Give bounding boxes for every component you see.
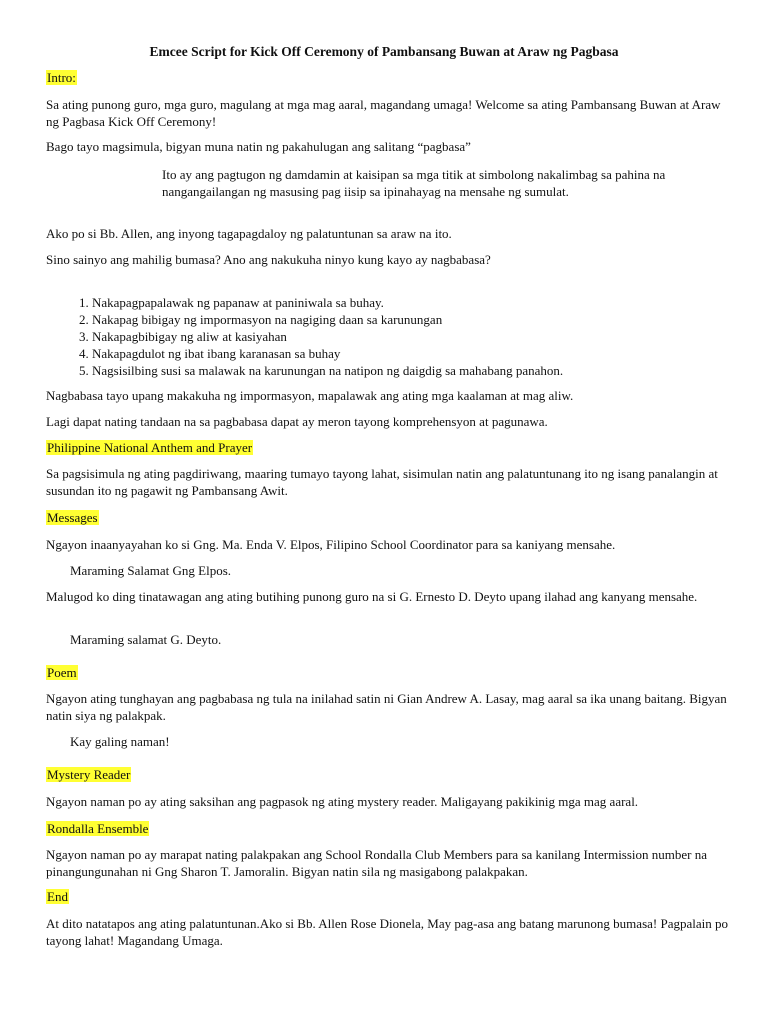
list-item: 5. Nagsisilbing susi sa malawak na karunungan na natipon ng daigdig sa mahabang panahon. (92, 362, 768, 379)
paragraph-coordinator-message: Ngayon inaanyayahan ko si Gng. Ma. Enda V. Elpos, Filipino School Coordinator para sa kaniyang mensahe. (46, 537, 616, 552)
paragraph-praise: Kay galing naman! (70, 734, 170, 749)
list-item: 2. Nakapag bibigay ng impormasyon na nagiging daan sa karunungan (92, 311, 768, 328)
heading-highlight: Intro: (47, 70, 76, 85)
list-item: 4. Nakapagdulot ng ibat ibang karanasan sa buhay (92, 345, 768, 362)
section-heading-anthem (46, 439, 736, 456)
paragraph-reasons: Nagbabasa tayo upang makakuha ng impormasyon, mapalawak ang ating mga kaalaman at mag aliw. (46, 388, 574, 403)
paragraph-welcome: Sa ating punong guro, mga guro, magulang at mga mag aaral, magandang umaga! Welcome sa ating Pambansang Buwan at Araw ng Pagbasa Kick Off Ceremony! (46, 97, 721, 129)
section-heading-messages (46, 509, 736, 526)
paragraph-definition-intro: Bago tayo magsimula, bigyan muna natin ng pakahulugan ang salitang “pagbasa” (46, 139, 471, 154)
section-heading-intro (46, 69, 736, 86)
list-item: 3. Nakapagbibigay ng aliw at kasiyahan (92, 328, 768, 345)
paragraph-closing: At dito natatapos ang ating palatuntunan.Ako si Bb. Allen Rose Dionela, May pag-asa ang batang marunong bumasa! Pagpalain po tayong lahat! Magandang Umaga. (46, 916, 728, 948)
paragraph-host-intro: Ako po si Bb. Allen, ang inyong tagapagdaloy ng palatuntunan sa araw na ito. (46, 226, 452, 241)
paragraph-poem: Ngayon ating tunghayan ang pagbabasa ng tula na inilahad satin ni Gian Andrew A. Lasay, mag aaral sa ika unang baitang. Bigyan natin siya ng palakpak. (46, 691, 727, 723)
section-heading-poem (46, 664, 736, 681)
paragraph-rondalla: Ngayon naman po ay marapat nating palakpakan ang School Rondalla Club Members para sa kanilang Intermission number na pinangungunahan ni Gng Sharon T. Jamoralin. Bigyan natin sila ng masigabong palakpakan. (46, 847, 708, 879)
section-heading-mystery-reader (46, 766, 736, 783)
paragraph-principal-message: Malugod ko ding tinatawagan ang ating butihing punong guro na si G. Ernesto D. Deyto upang ilahad ang kanyang mensahe. (46, 589, 698, 604)
benefits-list (46, 294, 768, 379)
paragraph-opening: Sa pagsisimula ng ating pagdiriwang, maaring tumayo tayong lahat, sisimulan natin ang palatuntunang ito ng isang panalangin at susundan ito ng pagawit ng Pambansang Awit. (46, 466, 718, 498)
heading-highlight: Poem (47, 665, 77, 680)
paragraph-comprehension: Lagi dapat nating tandaan na sa pagbabasa dapat ay meron tayong komprehensyon at pagunawa. (46, 414, 548, 429)
section-heading-rondalla (46, 820, 736, 837)
section-heading-end (46, 888, 736, 905)
heading-highlight: End (47, 889, 68, 904)
heading-highlight: Messages (47, 510, 98, 525)
paragraph-mystery-reader: Ngayon naman po ay ating saksihan ang pagpasok ng ating mystery reader. Maligayang pakikinig mga mag aaral. (46, 794, 639, 809)
paragraph-question: Sino sainyo ang mahilig bumasa? Ano ang nakukuha ninyo kung kayo ay nagbabasa? (46, 252, 491, 267)
paragraph-thanks-deyto: Maraming salamat G. Deyto. (70, 632, 222, 647)
heading-highlight: Rondalla Ensemble (47, 821, 149, 836)
heading-highlight: Philippine National Anthem and Prayer (47, 440, 253, 455)
list-item: 1. Nakapagpapalawak ng papanaw at paniniwala sa buhay. (92, 294, 768, 311)
definition-quote: Ito ay ang pagtugon ng damdamin at kaisipan sa mga titik at simbolong nakalimbag sa pahina na nangangailangan ng masusing pag iisip sa ipinahayag na mensahe ng sumulat. (162, 167, 666, 199)
heading-highlight: Mystery Reader (47, 767, 131, 782)
document-title: Emcee Script for Kick Off Ceremony of Pambansang Buwan at Araw ng Pagbasa (149, 44, 619, 59)
paragraph-thanks-elpos: Maraming Salamat Gng Elpos. (70, 563, 232, 578)
